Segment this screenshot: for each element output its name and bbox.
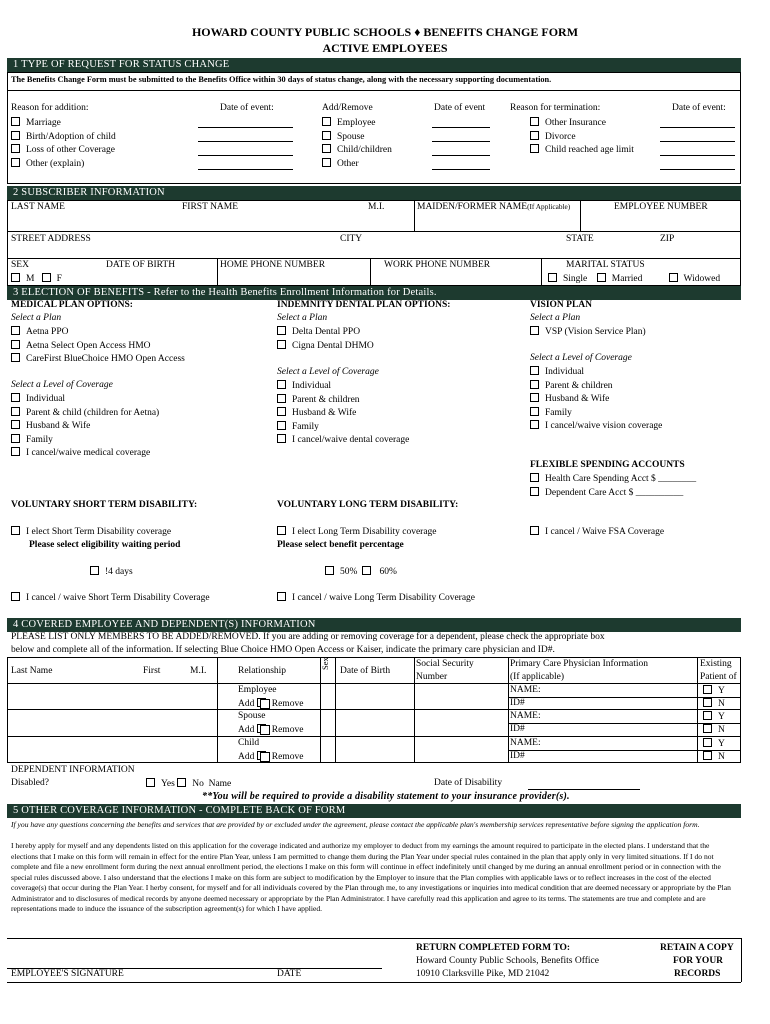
checkbox[interactable] (11, 158, 20, 167)
dependent-intro-1: PLEASE LIST ONLY MEMBERS TO BE ADDED/REMOVED. If you are adding or removing coverage for a dependent, please check the appropriate box (11, 632, 605, 642)
checkbox[interactable] (530, 131, 539, 140)
first-name-label: FIRST NAME (182, 202, 239, 212)
sex-f-checkbox[interactable] (42, 273, 51, 282)
row-spouse-add-remove: Add Remove (238, 725, 304, 735)
state-label: STATE (566, 234, 594, 244)
disabled-no-checkbox[interactable] (177, 778, 186, 787)
date-field-7[interactable] (432, 155, 490, 156)
addition-loss[interactable]: Loss of other Coverage (11, 144, 116, 158)
fsa-cancel[interactable]: I cancel / Waive FSA Coverage (530, 526, 664, 538)
pcp-id-1: ID# (510, 698, 525, 708)
marital-options: Single Married Widowed (548, 273, 720, 285)
retain-copy-2: FOR YOUR (673, 956, 724, 966)
single-checkbox[interactable] (548, 273, 557, 282)
dependent-intro-2: below and complete all of the information. If selecting Blue Choice HMO Open Access or Kaiser, indicate the primary care physician and ID#. (11, 645, 555, 655)
addition-marriage[interactable]: Marriage (11, 117, 116, 131)
date-field-12[interactable] (660, 169, 735, 170)
retain-copy-3: RECORDS (674, 969, 721, 979)
dependent-info-label: DEPENDENT INFORMATION (11, 765, 135, 775)
checkbox[interactable] (11, 526, 20, 535)
widowed-checkbox[interactable] (669, 273, 678, 282)
medical-select-plan: Select a Plan (11, 313, 62, 323)
date-label-1: Date of event: (220, 103, 274, 113)
medical-level-parent-child[interactable]: Parent & child (children for Aetna) (11, 407, 159, 421)
section-4-bar: 4 COVERED EMPLOYEE AND DEPENDENT(S) INFORMATION (7, 618, 741, 632)
row-employee-add-remove: Add Remove (238, 699, 304, 709)
ltd-60-checkbox[interactable] (362, 566, 371, 575)
dental-plan-cigna[interactable]: Cigna Dental DHMO (277, 340, 374, 354)
col-last-name: Last Name (11, 666, 53, 676)
ltd-elect[interactable]: I elect Long Term Disability coverage (277, 526, 437, 538)
vision-select-level: Select a Level of Coverage (530, 353, 632, 363)
addition-birth[interactable]: Birth/Adoption of child (11, 131, 116, 145)
checkbox[interactable] (11, 353, 20, 362)
col-pcp-2: (If applicable) (510, 672, 565, 682)
checkbox[interactable] (530, 366, 539, 375)
termination-age-limit[interactable]: Child reached age limit (530, 144, 634, 158)
date-field-6[interactable] (432, 141, 490, 142)
employee-number-label: EMPLOYEE NUMBER (614, 202, 708, 212)
checkbox[interactable] (11, 144, 20, 153)
existing-n-1[interactable]: N (703, 698, 725, 710)
checkbox[interactable] (90, 566, 99, 575)
checkbox[interactable] (11, 326, 20, 335)
checkbox[interactable] (530, 117, 539, 126)
date-of-disability-label: Date of Disability (434, 778, 503, 788)
section-1-bar: 1 TYPE OF REQUEST FOR STATUS CHANGE (7, 58, 741, 72)
street-address-label: STREET ADDRESS (11, 234, 91, 244)
dental-level-list (277, 380, 409, 448)
checkbox[interactable] (530, 380, 539, 389)
spouse-add-box[interactable] (260, 725, 270, 735)
vision-select-plan: Select a Plan (530, 313, 581, 323)
checkbox[interactable] (530, 393, 539, 402)
dental-level-waive[interactable]: I cancel/waive dental coverage (277, 434, 409, 448)
date-field-9[interactable] (660, 127, 735, 128)
pcp-name-3: NAME: (510, 738, 541, 748)
dental-heading: INDEMNITY DENTAL PLAN OPTIONS: (277, 300, 451, 310)
std-period-label: Please select eligibility waiting period (29, 540, 181, 550)
vision-plan-list (530, 326, 646, 340)
col-ssn-2: Number (416, 672, 448, 682)
checkbox[interactable] (11, 434, 20, 443)
section-5-bar: 5 OTHER COVERAGE INFORMATION - COMPLETE BACK OF FORM (7, 804, 741, 818)
checkbox[interactable] (703, 711, 712, 720)
termination-other-insurance[interactable]: Other Insurance (530, 117, 634, 131)
date-field-3[interactable] (198, 155, 293, 156)
checkbox[interactable] (11, 340, 20, 349)
checkbox[interactable] (277, 592, 286, 601)
dental-select-plan: Select a Plan (277, 313, 328, 323)
pcp-id-2: ID# (510, 724, 525, 734)
col-mi: M.I. (190, 666, 207, 676)
addition-list (11, 117, 116, 171)
checkbox[interactable] (11, 117, 20, 126)
existing-y-1[interactable]: Y (703, 685, 725, 697)
row-child-add-remove: Add Remove (238, 752, 304, 762)
checkbox[interactable] (11, 393, 20, 402)
checkbox[interactable] (277, 434, 286, 443)
return-address-2: 10910 Clarksville Pike, MD 21042 (416, 969, 550, 979)
checkbox[interactable] (322, 117, 331, 126)
employee-add-box[interactable] (260, 699, 270, 709)
date-field-10[interactable] (660, 141, 735, 142)
add-remove-label: Add/Remove (322, 103, 373, 113)
city-label: CITY (340, 234, 363, 244)
vision-level-waive[interactable]: I cancel/waive vision coverage (530, 420, 662, 434)
std-cancel[interactable]: I cancel / waive Short Term Disability Coverage (11, 592, 210, 604)
vision-level-individual[interactable]: Individual (530, 366, 662, 380)
authorization-paragraph: I hereby apply for myself and any dependents listed on this application for the coverage indicated and authorize my employer to deduct from my earnings the amount required to participate in the elected plans. I understand that the elections that I make on this form will remain in effect for the entire Plan Year, unless I am permitted to change them during the Plan Year under special rules contained in the plan that apply only in very limited situations. If I do not complete and file a new enrollment form during the next annual enrollment period, the elections I make on this form will continue in effect indefinitely until changed by me during an annual enrollment period or in connection with the special rules discussed above. I also understand that the elections I make on this form are subject to modification by the Employer to insure that the Plan complies with applicable laws or to reflect increases in the cost of the elected coverage(s) that occur during the Plan Year. I herby consent, for myself and for all individuals covered by the Plan through me, to any investigations or inquiries into medical condition that are deemed necessary or appropriate by the Plan Administrator and to disclosures of medical records by anyone deemed necessary or appropriate by the Plan Administrator. I have carefully read this application and agree to its terms. The statements are true and complete and are representations made to induce the issuance of the subscription agreement(s) for which I have applied. (11, 841, 731, 913)
checkbox[interactable] (11, 420, 20, 429)
std-14-days[interactable]: !4 days (90, 566, 133, 578)
date-field-8[interactable] (432, 169, 490, 170)
medical-level-list (11, 393, 159, 461)
dental-level-family[interactable]: Family (277, 421, 409, 435)
vision-level-parent-children[interactable]: Parent & children (530, 380, 662, 394)
checkbox[interactable] (322, 144, 331, 153)
fsa-dependent-care[interactable]: Dependent Care Acct $ __________ (530, 487, 696, 501)
medical-plan-carefirst[interactable]: CareFirst BlueChoice HMO Open Access (11, 353, 185, 367)
dental-plan-delta[interactable]: Delta Dental PPO (277, 326, 374, 340)
medical-level-family[interactable]: Family (11, 434, 159, 448)
fsa-heading: FLEXIBLE SPENDING ACCOUNTS (530, 460, 685, 470)
form-title: HOWARD COUNTY PUBLIC SCHOOLS ♦ BENEFITS CHANGE FORM (191, 25, 579, 39)
checkbox[interactable] (530, 526, 539, 535)
medical-select-level: Select a Level of Coverage (11, 380, 113, 390)
medical-level-husband-wife[interactable]: Husband & Wife (11, 420, 159, 434)
existing-y-3[interactable]: Y (703, 738, 725, 750)
date-field-1[interactable] (198, 127, 293, 128)
date-label-3: Date of event: (672, 103, 726, 113)
date-of-disability-field[interactable] (528, 789, 640, 790)
medical-heading: MEDICAL PLAN OPTIONS: (11, 300, 133, 310)
termination-divorce[interactable]: Divorce (530, 131, 634, 145)
disabled-options: Yes No Name (146, 778, 231, 790)
sex-m-checkbox[interactable] (11, 273, 20, 282)
pcp-name-2: NAME: (510, 711, 541, 721)
row-child-relationship: Child (238, 738, 260, 748)
medical-level-individual[interactable]: Individual (11, 393, 159, 407)
vision-plan-vsp[interactable]: VSP (Vision Service Plan) (530, 326, 646, 340)
medical-plan-list (11, 326, 185, 367)
checkbox[interactable] (322, 158, 331, 167)
checkbox[interactable] (322, 131, 331, 140)
signature-label: EMPLOYEE'S SIGNATURE (11, 969, 124, 979)
checkbox[interactable] (11, 407, 20, 416)
addremove-children[interactable]: Child/children (322, 144, 392, 158)
addition-other[interactable]: Other (explain) (11, 158, 116, 172)
reason-termination-label: Reason for termination: (510, 103, 601, 113)
checkbox[interactable] (277, 394, 286, 403)
sex-options: M F (11, 273, 62, 285)
checkbox[interactable] (703, 751, 712, 760)
ltd-pct-label: Please select benefit percentage (277, 540, 404, 550)
checkbox[interactable] (530, 407, 539, 416)
medical-level-waive[interactable]: I cancel/waive medical coverage (11, 447, 159, 461)
checkbox[interactable] (11, 131, 20, 140)
checkbox[interactable] (11, 592, 20, 601)
vision-level-family[interactable]: Family (530, 407, 662, 421)
dental-level-individual[interactable]: Individual (277, 380, 409, 394)
checkbox[interactable] (530, 326, 539, 335)
checkbox[interactable] (530, 487, 539, 496)
ltd-cancel[interactable]: I cancel / waive Long Term Disability Coverage (277, 592, 475, 604)
col-pcp-1: Primary Care Physician Information (510, 659, 648, 669)
section-3-bar: 3 ELECTION OF BENEFITS - Refer to the Health Benefits Enrollment Information for Details. (7, 286, 741, 300)
ltd-50-checkbox[interactable] (325, 566, 334, 575)
retain-copy-1: RETAIN A COPY (660, 943, 734, 953)
checkbox[interactable] (703, 685, 712, 694)
vision-level-husband-wife[interactable]: Husband & Wife (530, 393, 662, 407)
disabled-yes-checkbox[interactable] (146, 778, 155, 787)
checkbox[interactable] (11, 447, 20, 456)
dental-select-level: Select a Level of Coverage (277, 367, 379, 377)
checkbox[interactable] (277, 340, 286, 349)
checkbox[interactable] (703, 698, 712, 707)
dental-level-husband-wife[interactable]: Husband & Wife (277, 407, 409, 421)
checkbox[interactable] (277, 526, 286, 535)
existing-n-3[interactable]: N (703, 751, 725, 763)
checkbox[interactable] (703, 738, 712, 747)
medical-plan-aetna-ppo[interactable]: Aetna PPO (11, 326, 185, 340)
disability-statement-note: **You will be required to provide a disability statement to your insurance provider(s). (202, 791, 570, 802)
date-field-4[interactable] (198, 169, 293, 170)
col-relationship: Relationship (238, 666, 287, 676)
checkbox[interactable] (530, 473, 539, 482)
col-sex: Sex (320, 657, 330, 670)
col-existing-2: Patient of (700, 672, 737, 682)
work-phone-label: WORK PHONE NUMBER (384, 260, 491, 270)
addremove-employee[interactable]: Employee (322, 117, 392, 131)
pcp-name-1: NAME: (510, 685, 541, 695)
home-phone-label: HOME PHONE NUMBER (220, 260, 326, 270)
section-2-bar: 2 SUBSCRIBER INFORMATION (7, 186, 741, 200)
checkbox[interactable] (277, 421, 286, 430)
dob-label: DATE OF BIRTH (106, 260, 176, 270)
return-heading: RETURN COMPLETED FORM TO: (416, 943, 571, 953)
vision-level-list (530, 366, 662, 434)
pcp-id-3: ID# (510, 751, 525, 761)
married-checkbox[interactable] (597, 273, 606, 282)
date-field-11[interactable] (660, 155, 735, 156)
std-heading: VOLUNTARY SHORT TERM DISABILITY: (11, 500, 198, 510)
return-address-1: Howard County Public Schools, Benefits Office (416, 956, 599, 966)
row-spouse-relationship: Spouse (238, 711, 266, 721)
child-add-box[interactable] (260, 752, 270, 762)
checkbox[interactable] (530, 144, 539, 153)
checkbox[interactable] (530, 420, 539, 429)
questions-paragraph: If you have any questions concerning the benefits and services that are provided by or excluded under the agreement, please contact the applicable plan's membership services representative before signing the application form. (11, 820, 700, 829)
col-existing-1: Existing (700, 659, 732, 669)
maiden-name-label: MAIDEN/FORMER NAME(If Applicable) (417, 202, 571, 212)
ltd-heading: VOLUNTARY LONG TERM DISABILITY: (277, 500, 459, 510)
std-elect[interactable]: I elect Short Term Disability coverage (11, 526, 171, 538)
sex-label: SEX (11, 260, 29, 270)
dental-level-parent-children[interactable]: Parent & children (277, 394, 409, 408)
addremove-list (322, 117, 392, 171)
submission-notice: The Benefits Change Form must be submitted to the Benefits Office within 30 days of status change, along with the necessary supporting documentation. (11, 75, 552, 84)
checkbox[interactable] (277, 326, 286, 335)
checkbox[interactable] (277, 380, 286, 389)
col-ssn-1: Social Security (416, 659, 474, 669)
medical-plan-aetna-hmo[interactable]: Aetna Select Open Access HMO (11, 340, 185, 354)
last-name-label: LAST NAME (11, 202, 65, 212)
form-subtitle: ACTIVE EMPLOYEES (322, 41, 448, 55)
signature-date-label: DATE (277, 969, 302, 979)
termination-list (530, 117, 634, 158)
ltd-percent-options: 50% 60% (325, 566, 397, 578)
dental-plan-list (277, 326, 374, 353)
fsa-health-care[interactable]: Health Care Spending Acct $ ________ (530, 473, 696, 487)
checkbox[interactable] (277, 407, 286, 416)
addremove-spouse[interactable]: Spouse (322, 131, 392, 145)
reason-addition-label: Reason for addition: (11, 103, 89, 113)
vision-heading: VISION PLAN (530, 300, 593, 310)
zip-label: ZIP (660, 234, 675, 244)
col-first: First (143, 666, 161, 676)
disabled-label: Disabled? (11, 778, 49, 788)
mi-label: M.I. (368, 202, 385, 212)
checkbox[interactable] (703, 724, 712, 733)
date-label-2: Date of event (434, 103, 486, 113)
fsa-list (530, 473, 696, 500)
date-field-5[interactable] (432, 127, 490, 128)
date-field-2[interactable] (198, 141, 293, 142)
existing-y-2[interactable]: Y (703, 711, 725, 723)
col-dob: Date of Birth (340, 666, 391, 676)
marital-status-label: MARITAL STATUS (566, 260, 645, 270)
existing-n-2[interactable]: N (703, 724, 725, 736)
row-employee-relationship: Employee (238, 685, 277, 695)
addremove-other[interactable]: Other (322, 158, 392, 172)
